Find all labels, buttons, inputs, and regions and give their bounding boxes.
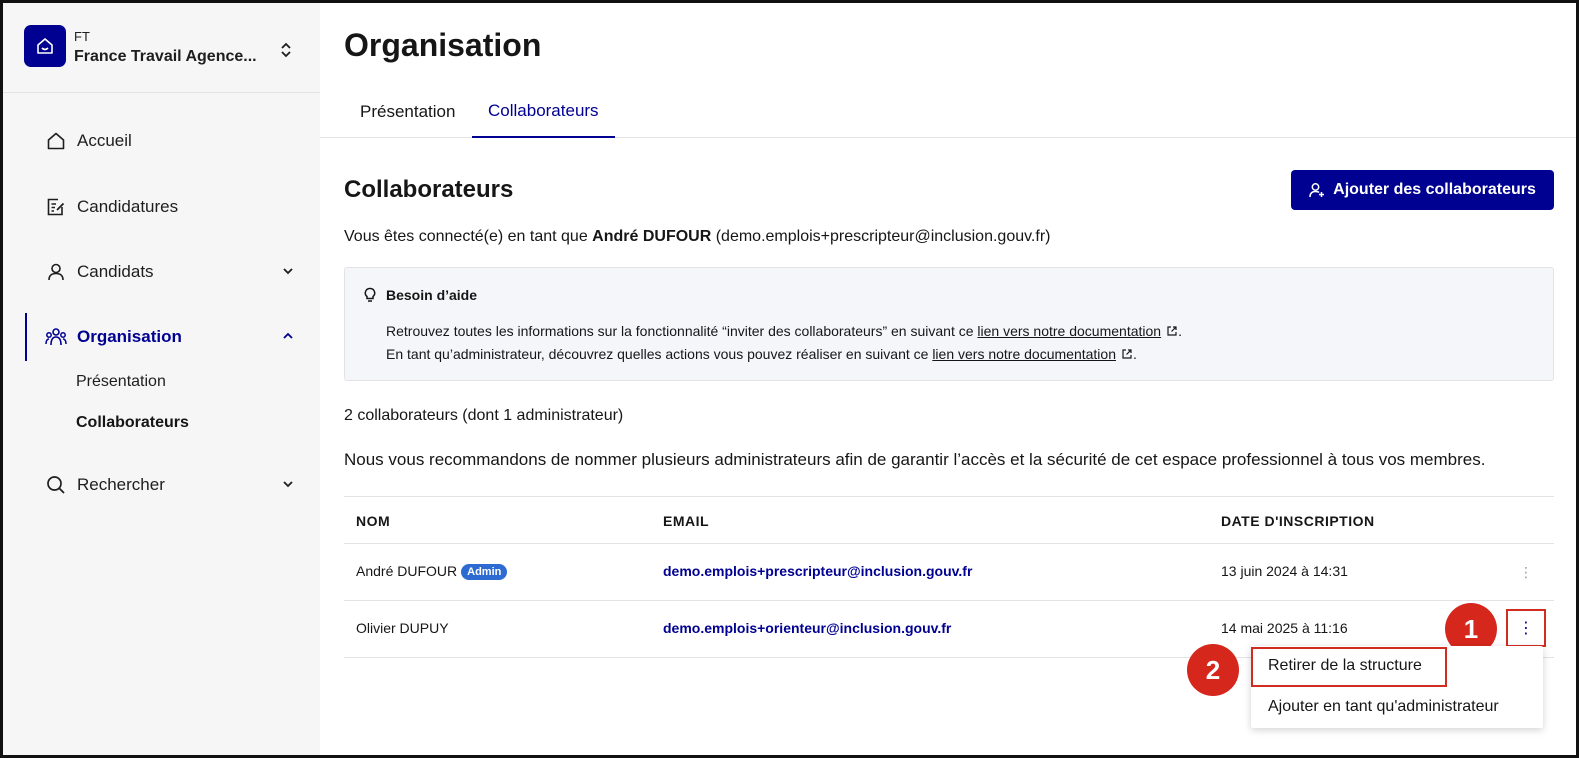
help-line-1	[386, 323, 1182, 339]
connected-user-text	[344, 228, 1050, 246]
step-callout-2: 2	[1187, 644, 1239, 696]
chevron-up-down-icon[interactable]	[279, 41, 293, 59]
org-logo	[24, 25, 66, 67]
table-row	[344, 544, 1554, 601]
sidebar-item-label: Candidatures	[77, 197, 179, 216]
column-header-date: DATE D'INSCRIPTION	[1221, 513, 1375, 529]
connected-prefix: Vous êtes connecté(e) en tant que	[344, 228, 593, 245]
sidebar-item-organisation[interactable]	[28, 319, 308, 355]
sidebar-item-candidats[interactable]	[26, 254, 306, 290]
external-link-icon	[1166, 325, 1178, 337]
recommendation-text: Nous vous recommandons de nommer plusieurs administrateurs afin de garantir l’accès et la sécurité de cet espace professionnel à tous vos membres.	[344, 450, 1486, 469]
table-header	[344, 496, 1554, 544]
help-callout	[344, 267, 1554, 381]
connected-email: (demo.emplois+prescripteur@inclusion.gouv.fr)	[711, 228, 1051, 245]
user-icon	[45, 261, 67, 283]
search-icon	[45, 474, 67, 496]
sidebar	[3, 3, 320, 758]
help-line-text: Retrouvez toutes les informations sur la fonctionnalité “inviter des collaborateurs” en suivant ce	[386, 323, 978, 339]
external-link-icon	[1121, 348, 1133, 360]
cell-date: 14 mai 2025 à 11:16	[1221, 620, 1348, 636]
menu-item-remove-from-structure[interactable]: Retirer de la structure	[1268, 657, 1422, 674]
collaborators-count: 2 collaborateurs (dont 1 administrateur)	[344, 407, 624, 424]
highlight-box	[1251, 647, 1447, 687]
lightbulb-icon	[362, 287, 378, 303]
more-actions-icon[interactable]: ⋮	[1506, 609, 1546, 647]
help-line-2	[386, 346, 1137, 362]
sidebar-item-label: Accueil	[77, 131, 132, 150]
documentation-link-1[interactable]: lien vers notre documentation	[977, 323, 1162, 339]
more-actions-icon[interactable]: ⋮	[1519, 563, 1533, 580]
help-line-end: .	[1132, 346, 1137, 362]
tab-bar	[320, 85, 1579, 138]
step-callout-1: 1	[1445, 603, 1497, 655]
add-collaborators-button[interactable]	[1291, 170, 1554, 210]
help-title: Besoin d’aide	[386, 287, 478, 303]
team-icon	[45, 326, 67, 348]
tab-collaborateurs[interactable]: Collaborateurs	[472, 85, 615, 138]
column-header-name: NOM	[356, 513, 391, 529]
cell-name: Olivier DUPUY	[356, 620, 449, 636]
sidebar-item-label: Candidats	[77, 262, 154, 281]
sidebar-item-label: Organisation	[77, 327, 182, 346]
add-user-icon	[1309, 182, 1325, 198]
add-collaborators-label: Ajouter des collaborateurs	[1333, 181, 1536, 198]
admin-badge: Admin	[461, 564, 507, 580]
help-line-end: .	[1178, 323, 1182, 339]
connected-name: André DUFOUR	[592, 228, 712, 245]
cell-name	[356, 563, 507, 580]
cell-email: demo.emplois+orienteur@inclusion.gouv.fr	[663, 620, 952, 636]
chevron-down-icon	[281, 477, 295, 491]
active-indicator	[25, 313, 27, 361]
section-title: Collaborateurs	[344, 176, 514, 203]
chevron-up-icon	[281, 329, 295, 343]
documentation-link-2[interactable]: lien vers notre documentation	[932, 346, 1116, 362]
cell-date: 13 juin 2024 à 14:31	[1221, 563, 1348, 579]
home-badge-icon	[35, 36, 55, 56]
tab-presentation[interactable]: Présentation	[360, 101, 456, 121]
menu-item-make-admin[interactable]: Ajouter en tant qu'administrateur	[1268, 698, 1499, 715]
chevron-down-icon	[281, 264, 295, 278]
collaborator-name: André DUFOUR	[356, 563, 458, 579]
sidebar-subitem-collaborateurs[interactable]: Collaborateurs	[76, 414, 189, 431]
page-title: Organisation	[344, 27, 542, 63]
column-header-email: EMAIL	[663, 513, 710, 529]
sidebar-item-rechercher[interactable]	[26, 467, 306, 503]
org-abbr: FT	[74, 29, 90, 44]
sidebar-item-label: Rechercher	[77, 475, 165, 494]
cell-email: demo.emplois+prescripteur@inclusion.gouv.fr	[663, 563, 973, 579]
help-line-text: En tant qu’administrateur, découvrez quelles actions vous pouvez réaliser en suivant ce	[386, 346, 933, 362]
sidebar-item-accueil[interactable]	[26, 123, 306, 159]
sidebar-item-candidatures[interactable]	[26, 189, 306, 225]
edit-list-icon	[45, 196, 67, 218]
org-name: France Travail Agence...	[74, 48, 257, 65]
sidebar-subitem-presentation[interactable]: Présentation	[76, 373, 166, 390]
org-switcher[interactable]	[3, 3, 320, 93]
main-content	[320, 3, 1579, 758]
home-icon	[45, 130, 67, 152]
